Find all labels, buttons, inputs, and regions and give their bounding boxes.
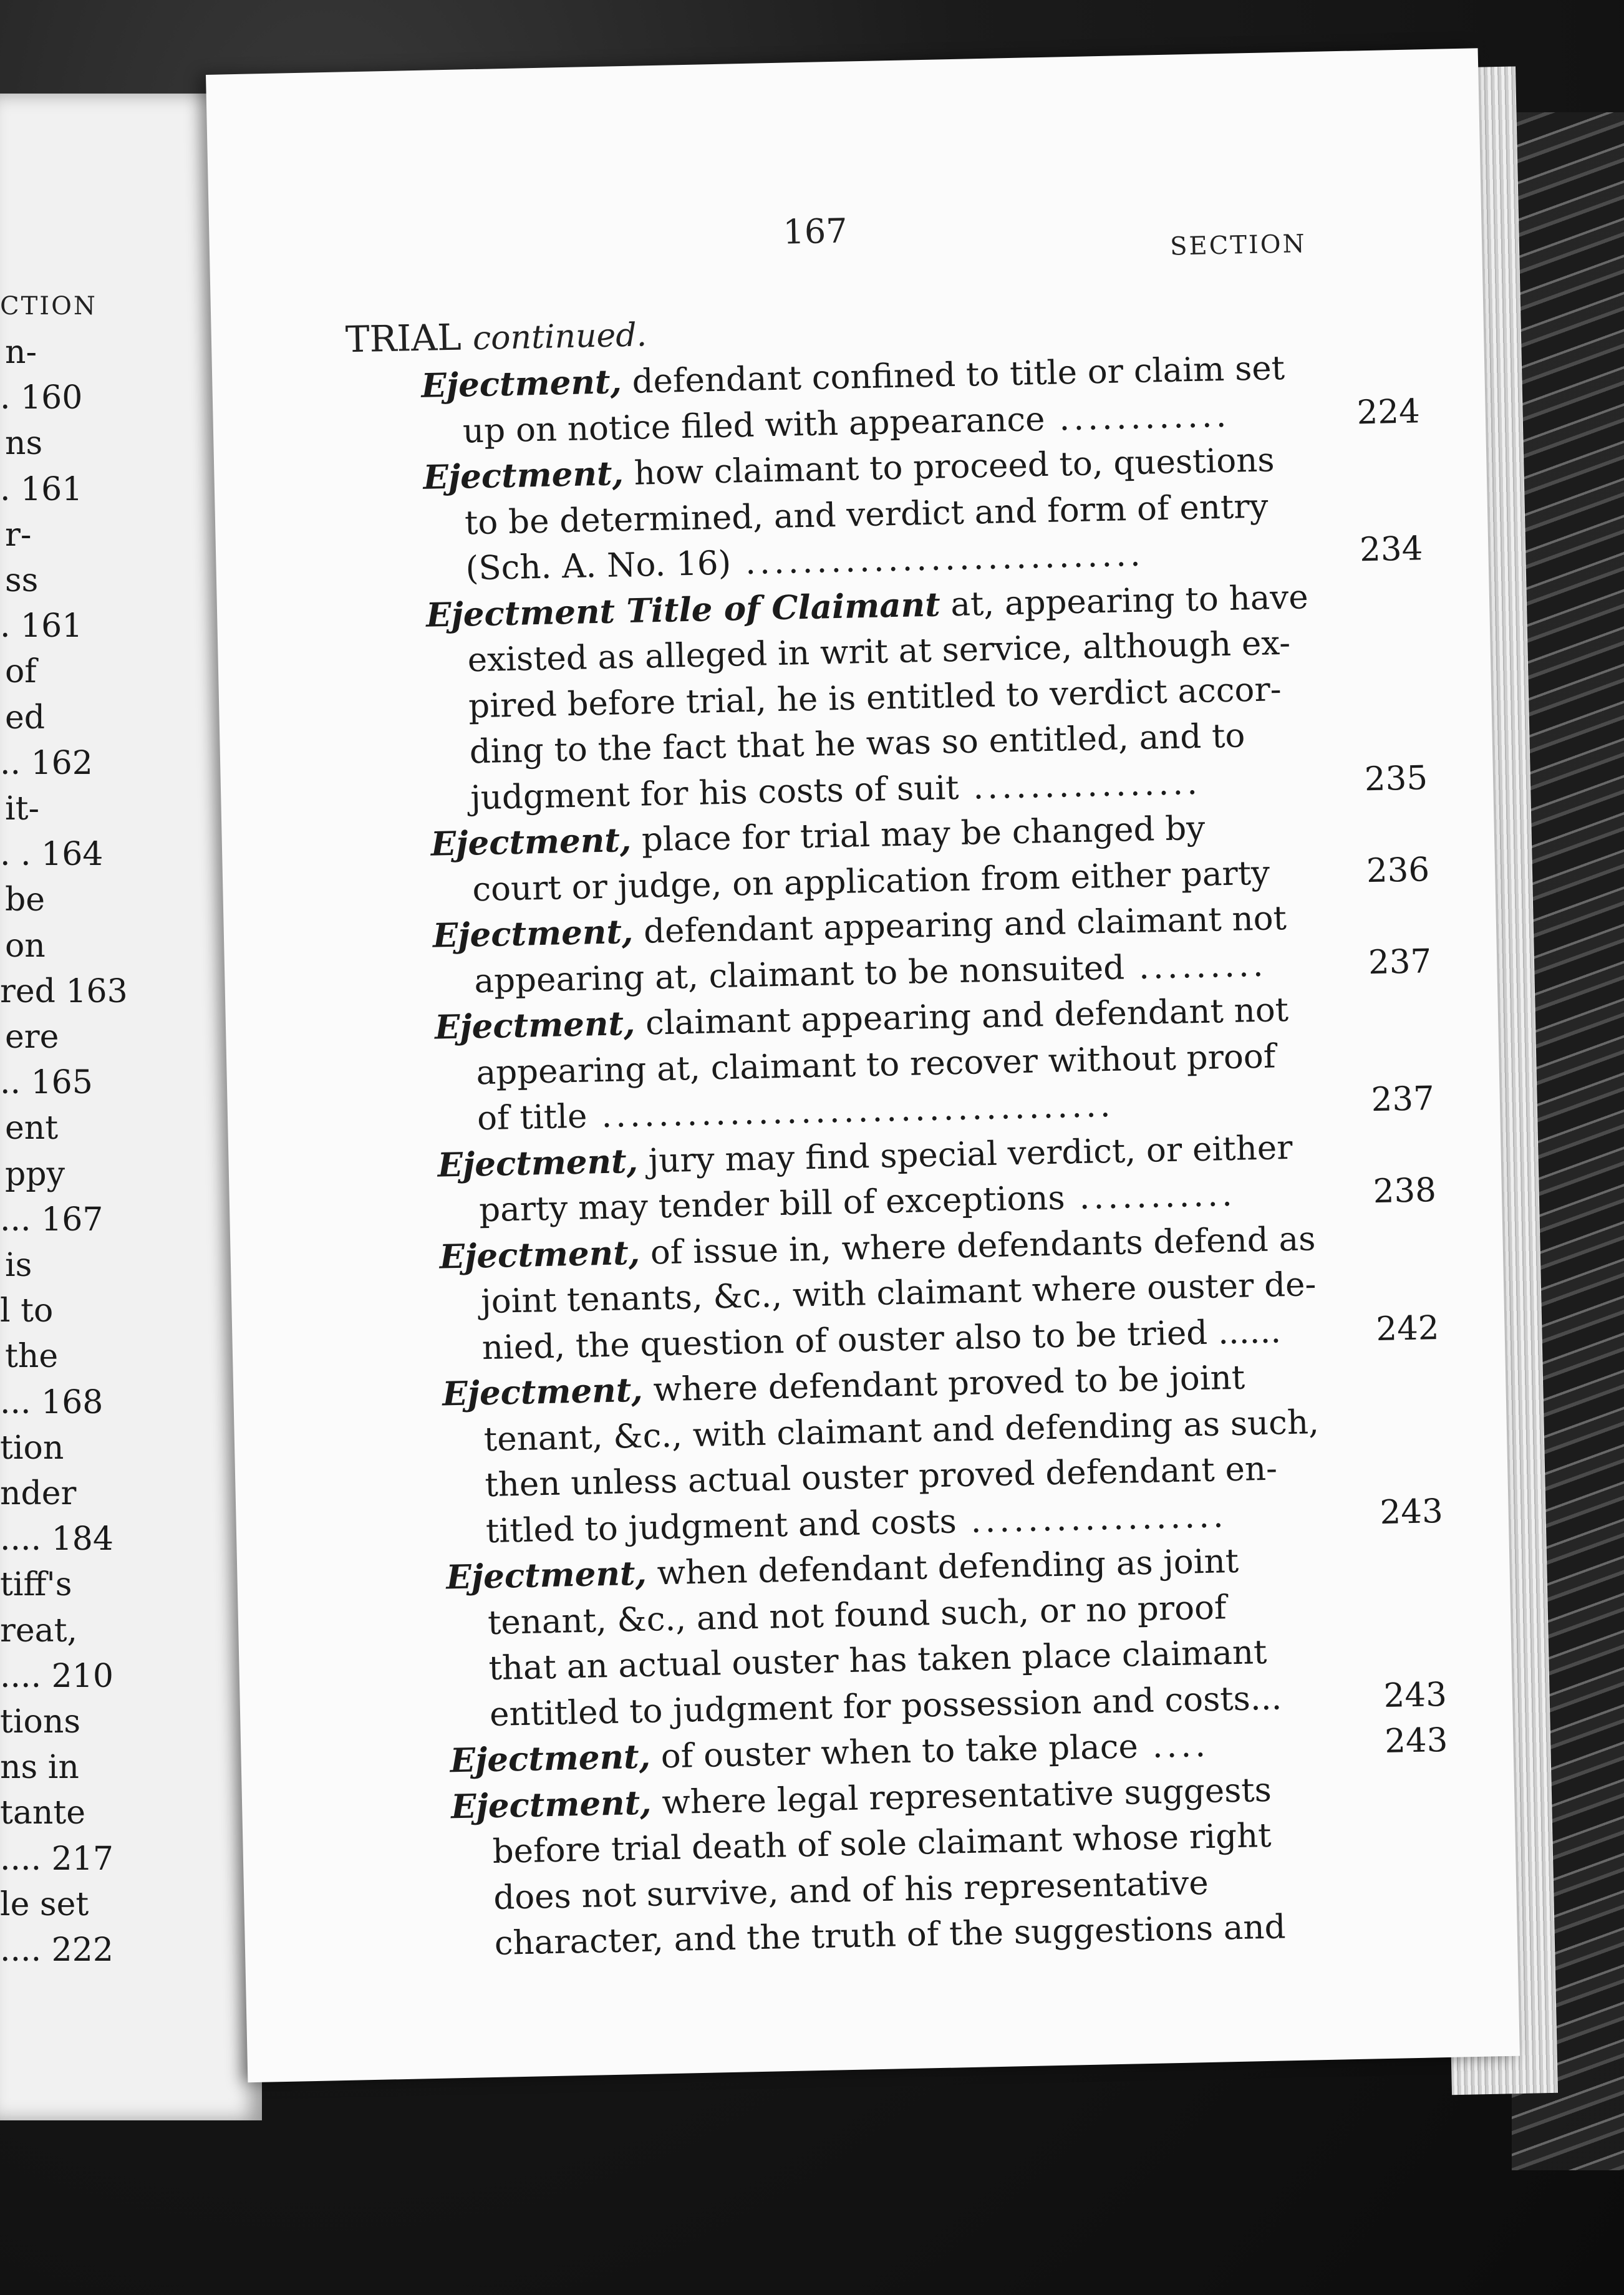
entry-text: does not survive, and of his representative (493, 1863, 1209, 1917)
previous-page-line: ns in (0, 1749, 79, 1787)
index-entry (359, 984, 1434, 1144)
index-page (206, 48, 1520, 2082)
previous-page-line: .. 165 (0, 1064, 93, 1102)
previous-page-line: ss (5, 562, 39, 599)
leader-dots: .... (1138, 1726, 1210, 1766)
heading-title: TRIAL (345, 316, 462, 361)
leader-dots: ......... (1124, 945, 1268, 987)
previous-page-line: tante (0, 1794, 86, 1832)
index-entry (367, 1351, 1444, 1557)
entry-text: how claimant to proceed to, questions (623, 441, 1275, 493)
heading-continued: continued. (472, 316, 647, 358)
entry-lead-term: Ejectment, (442, 1370, 644, 1414)
entry-text: character, and the truth of the suggestions and (494, 1908, 1287, 1963)
entry-text: where legal representative suggests (650, 1771, 1272, 1822)
entry-text: of title (476, 1097, 587, 1138)
entry-lead-term: Ejectment, (432, 912, 634, 955)
previous-page-line: . 161 (0, 470, 83, 508)
entry-lead-term: Ejectment, (420, 362, 622, 405)
entry-text: up on notice filed with appearance (462, 400, 1046, 450)
leader-dots: .................. (956, 1496, 1228, 1540)
section-number: 237 (1368, 942, 1432, 982)
section-number: 238 (1373, 1171, 1437, 1211)
previous-page-line: r- (5, 516, 32, 554)
entry-lead-term: Ejectment, (445, 1553, 647, 1597)
previous-page-line: ere (5, 1018, 59, 1056)
previous-page-line: n- (5, 334, 37, 371)
entry-text: of ouster when to take place (650, 1727, 1139, 1776)
entry-text: defendant appearing and claimant not (632, 899, 1287, 951)
entry-text: nied, the question of ouster also to be tried ...... (481, 1312, 1282, 1367)
entry-text: to be determined, and verdict and form of entry (464, 486, 1269, 542)
entry-lead-term: Ejectment, (434, 1003, 636, 1047)
entry-lead-term: Ejectment, (450, 1783, 652, 1826)
entry-text: claimant appearing and defendant not (634, 990, 1289, 1043)
page-number: 167 (782, 211, 848, 252)
section-number: 237 (1371, 1080, 1435, 1119)
entry-text: at, appearing to have (939, 577, 1309, 624)
entry-lead-term: Ejectment, (437, 1141, 639, 1185)
entry-text: appearing at, claimant to recover without proof (475, 1036, 1276, 1092)
leader-dots: ............................ (730, 535, 1145, 582)
previous-page-line: be (5, 881, 46, 919)
index-entry (371, 1534, 1448, 1740)
entry-text: of issue in, where defendants defend as (639, 1219, 1316, 1272)
previous-page-line: .. 162 (0, 744, 93, 782)
entry-text: jury may find special verdict, or either (637, 1128, 1293, 1181)
entry-text: existed as alleged in writ at service, although ex- (467, 624, 1291, 680)
previous-page-line: ppy (5, 1155, 65, 1193)
entry-text: tenant, &c., with claimant and defending as such, (483, 1403, 1320, 1459)
previous-page-line: ns (5, 425, 43, 463)
section-number: 243 (1379, 1492, 1444, 1532)
entry-text: pired before trial, he is entitled to verdict accor- (468, 670, 1282, 725)
previous-page-line: ent (5, 1109, 59, 1148)
section-column-label: SECTION (1169, 230, 1307, 261)
previous-page-header: CTION (0, 292, 97, 321)
entry-text: party may tender bill of exceptions (478, 1179, 1066, 1230)
previous-page-line: the (5, 1338, 59, 1376)
previous-page-line: red 163 (0, 972, 128, 1010)
previous-page-line: .... 210 (0, 1657, 114, 1695)
entry-lead-term: Ejectment, (422, 454, 624, 497)
previous-page-line: of (5, 653, 37, 691)
entry-text: then unless actual ouster proved defendant en- (484, 1449, 1278, 1505)
previous-page-line: on (5, 927, 46, 965)
entry-lead-term: Ejectment, (439, 1233, 640, 1277)
section-number: 243 (1383, 1675, 1448, 1715)
previous-page-line: tiff's (0, 1566, 72, 1604)
previous-page-line: ed (5, 698, 46, 737)
previous-page-line: tions (0, 1703, 81, 1741)
previous-page-line: nder (0, 1475, 77, 1512)
entry-text: that an actual ouster has taken place claimant (488, 1633, 1267, 1688)
previous-page-line: . . 164 (0, 836, 104, 874)
index-heading (345, 312, 647, 360)
previous-page-line: .... 217 (0, 1840, 114, 1878)
entry-text: place for trial may be changed by (631, 809, 1206, 859)
entry-text: defendant confined to title or claim set (621, 349, 1285, 402)
index-entry (364, 1214, 1439, 1373)
previous-page-line: ... 167 (0, 1201, 104, 1239)
entry-text: tenant, &c., and not found such, or no proof (487, 1588, 1227, 1642)
index-entry (376, 1763, 1452, 1969)
index-entries (346, 342, 1452, 1969)
entry-lead-term: Ejectment, (450, 1737, 651, 1780)
previous-page-line: . 160 (0, 379, 83, 417)
previous-page-line: le set (0, 1885, 89, 1923)
previous-page-line: reat, (0, 1611, 78, 1650)
section-number: 235 (1364, 758, 1428, 798)
entry-text: judgment for his costs of suit (470, 768, 960, 817)
entry-text: ding to the fact that he was so entitled, and to (469, 717, 1245, 771)
entry-text: court or judge, on application from either party (471, 854, 1270, 909)
leader-dots: .................................... (586, 1086, 1115, 1136)
leader-dots: ............ (1044, 396, 1231, 438)
entry-text: entitled to judgment for possession and costs... (489, 1678, 1282, 1734)
entry-text: appearing at, claimant to be nonsuited (473, 948, 1125, 1000)
section-number: 234 (1359, 529, 1423, 569)
index-entry (350, 572, 1428, 823)
section-number: 224 (1356, 392, 1421, 432)
entry-text: when defendant defending as joint (646, 1542, 1239, 1593)
previous-page-line: . 161 (0, 607, 83, 645)
section-number: 242 (1375, 1308, 1440, 1348)
entry-lead-term: Ejectment, (430, 820, 632, 864)
index-entry (348, 434, 1423, 594)
entry-lead-term: Ejectment Title of Claimant (425, 585, 941, 635)
entry-text: joint tenants, &c., with claimant where ouster de- (480, 1265, 1317, 1321)
previous-page-line: tion (0, 1429, 64, 1467)
entry-text: titled to judgment and costs (485, 1502, 957, 1550)
entry-text: before trial death of sole claimant whose right (492, 1816, 1272, 1871)
previous-page-line: ... 168 (0, 1383, 104, 1421)
section-number: 236 (1366, 850, 1430, 890)
previous-page-line: .... 222 (0, 1931, 114, 1969)
leader-dots: ........... (1064, 1175, 1237, 1217)
section-number: 243 (1384, 1721, 1448, 1761)
previous-page-line: l to (0, 1292, 54, 1330)
entry-text: where defendant proved to be joint (642, 1358, 1245, 1409)
previous-page-line: is (5, 1247, 32, 1284)
previous-page-line: it- (5, 790, 40, 828)
entry-text: (Sch. A. No. 16) (465, 544, 732, 588)
leader-dots: ................ (958, 763, 1202, 807)
previous-page-line: .... 184 (0, 1520, 114, 1558)
